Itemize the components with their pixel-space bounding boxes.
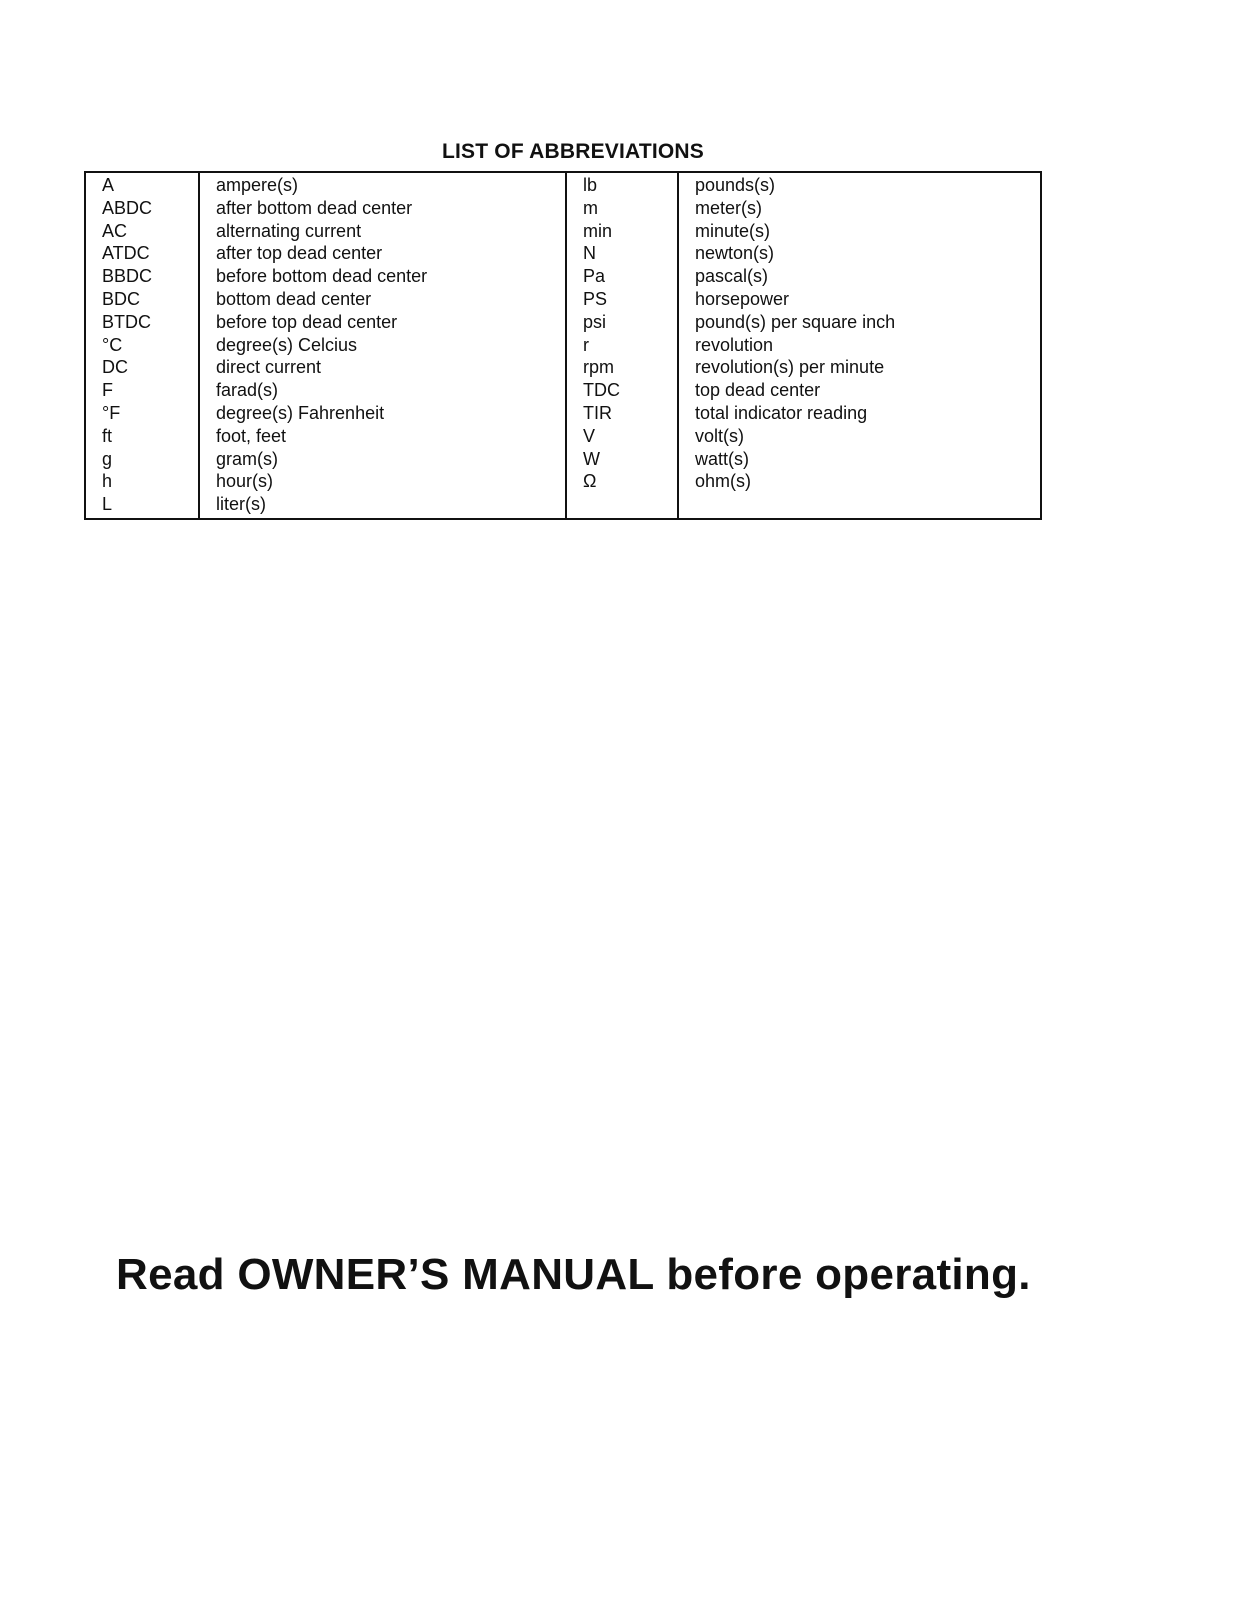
meaning-cell: gram(s) bbox=[216, 448, 278, 469]
abbreviation-cell: min bbox=[583, 220, 613, 241]
meaning-cell: ohm(s) bbox=[695, 471, 752, 492]
abbreviation-cell: AC bbox=[102, 220, 128, 241]
meaning-cell: total indicator reading bbox=[695, 402, 868, 423]
meaning-cell: farad(s) bbox=[216, 380, 279, 401]
abbreviation-cell: h bbox=[102, 471, 113, 492]
abbreviation-cell: °C bbox=[102, 334, 123, 355]
meaning-cell: direct current bbox=[216, 357, 322, 378]
meaning-cell: alternating current bbox=[216, 220, 362, 241]
meaning-cell: pounds(s) bbox=[695, 175, 776, 195]
right-abbreviation-column bbox=[565, 173, 677, 518]
abbreviation-cell: F bbox=[102, 380, 113, 401]
meaning-cell: watt(s) bbox=[695, 448, 749, 469]
abbreviation-cell: PS bbox=[583, 288, 608, 309]
meaning-cell: before bottom dead center bbox=[216, 266, 428, 287]
abbreviation-cell: ABDC bbox=[102, 197, 153, 218]
right-meaning-column bbox=[677, 173, 1040, 518]
abbreviation-cell: V bbox=[583, 425, 596, 446]
meaning-cell: pound(s) per square inch bbox=[695, 311, 896, 332]
abbreviation-cell: ATDC bbox=[102, 243, 150, 264]
meaning-cell: horsepower bbox=[695, 288, 790, 309]
abbreviation-cell: N bbox=[583, 243, 596, 264]
abbreviation-cell: BDC bbox=[102, 288, 141, 309]
meaning-cell: hour(s) bbox=[216, 471, 274, 492]
meaning-cell: degree(s) Fahrenheit bbox=[216, 402, 385, 423]
abbreviation-cell: psi bbox=[583, 311, 607, 332]
owners-manual-notice: Read OWNER’S MANUAL before operating. bbox=[116, 1250, 1031, 1299]
abbreviation-cell: rpm bbox=[583, 357, 614, 378]
meaning-cell: meter(s) bbox=[695, 197, 762, 218]
abbreviation-cell: g bbox=[102, 448, 113, 469]
meaning-cell: degree(s) Celcius bbox=[216, 334, 358, 355]
meaning-cell: top dead center bbox=[695, 380, 821, 401]
left-abbreviation-column bbox=[86, 173, 198, 518]
abbreviation-cell: m bbox=[583, 197, 598, 218]
abbreviation-cell: ft bbox=[102, 425, 113, 446]
meaning-cell: newton(s) bbox=[695, 243, 775, 264]
meaning-cell: bottom dead center bbox=[216, 288, 372, 309]
abbreviation-cell: BTDC bbox=[102, 311, 151, 332]
meaning-cell: revolution(s) per minute bbox=[695, 357, 885, 378]
left-meaning-column bbox=[198, 173, 565, 518]
abbreviation-cell: r bbox=[583, 334, 589, 355]
abbreviation-cell: TDC bbox=[583, 380, 620, 401]
abbreviation-cell: W bbox=[583, 448, 600, 469]
abbreviation-cell: °F bbox=[102, 402, 121, 423]
meaning-cell: ampere(s) bbox=[216, 175, 299, 195]
abbreviations-table bbox=[84, 171, 1042, 520]
meaning-cell: volt(s) bbox=[695, 425, 744, 446]
meaning-cell: liter(s) bbox=[216, 494, 266, 515]
abbreviation-cell: Pa bbox=[583, 266, 606, 287]
abbreviation-cell: L bbox=[102, 494, 113, 515]
meaning-cell: after bottom dead center bbox=[216, 197, 413, 218]
abbreviation-cell: Ω bbox=[583, 471, 597, 492]
meaning-cell: before top dead center bbox=[216, 311, 398, 332]
meaning-cell: revolution bbox=[695, 334, 774, 355]
meaning-cell: minute(s) bbox=[695, 220, 771, 241]
abbreviation-cell: TIR bbox=[583, 402, 612, 423]
abbreviation-cell: DC bbox=[102, 357, 128, 378]
meaning-cell: after top dead center bbox=[216, 243, 383, 264]
meaning-cell: pascal(s) bbox=[695, 266, 769, 287]
page-title: LIST OF ABBREVIATIONS bbox=[441, 140, 705, 163]
abbreviation-cell: BBDC bbox=[102, 266, 153, 287]
meaning-cell: foot, feet bbox=[216, 425, 287, 446]
abbreviation-cell: A bbox=[102, 175, 115, 195]
abbreviation-cell: lb bbox=[583, 175, 598, 195]
